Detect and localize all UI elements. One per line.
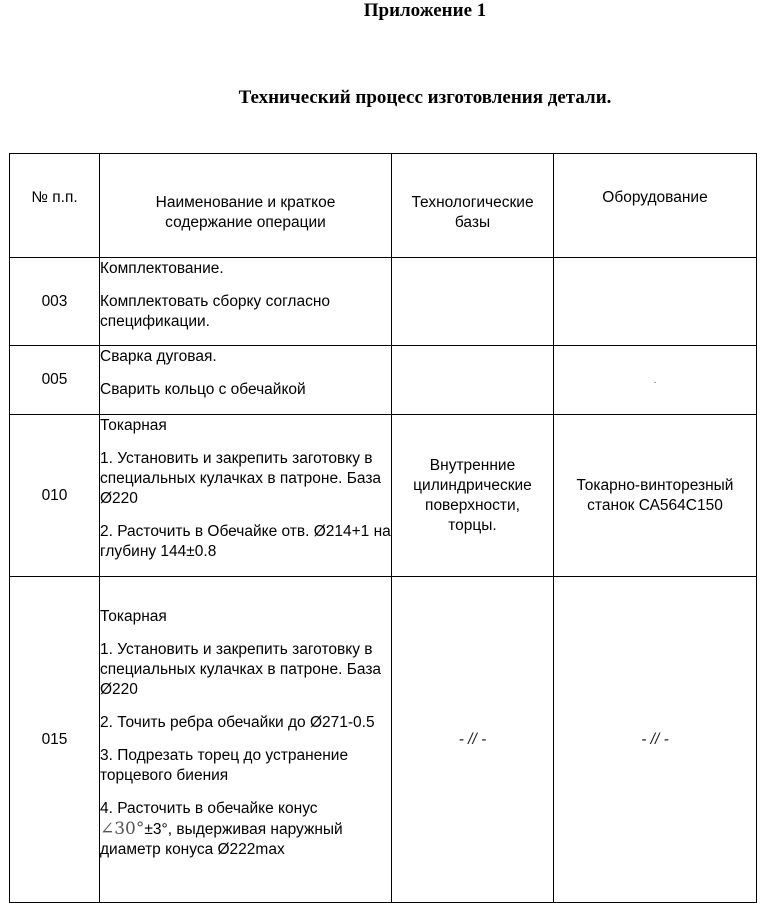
operation-step: 1. Установить и закрепить заготовку в специальных кулачках в патроне. База Ø220 <box>100 640 382 698</box>
row-number: 015 <box>10 577 100 903</box>
row-operation <box>100 415 392 577</box>
operation-name: Комплектование. <box>100 259 224 277</box>
row-number: 010 <box>10 415 100 577</box>
operation-step: Комплектовать сборку согласно спецификации. <box>100 292 331 330</box>
table-row <box>10 577 757 903</box>
row-bases <box>392 258 554 346</box>
operation-step: 1. Установить и закрепить заготовку в специальных кулачках в патроне. База Ø220 <box>100 450 382 507</box>
equipment-text: Токарно-винторезный станок СА564С150 <box>576 476 734 514</box>
header-operation-text: Наименование и краткое содержание операции <box>155 193 336 231</box>
row-equipment <box>554 258 757 346</box>
appendix-label: Приложение 1 <box>363 0 487 21</box>
table-header-row <box>10 154 757 258</box>
row-number: 005 <box>10 346 100 415</box>
table-row <box>10 346 757 415</box>
operation-step: 2. Точить ребра обечайки до Ø271-0.5 <box>100 713 375 731</box>
row-equipment <box>554 346 757 415</box>
row-bases: - // - <box>392 577 554 903</box>
table-row <box>10 415 757 577</box>
row-bases <box>392 415 554 577</box>
operation-name: Токарная <box>100 417 167 434</box>
operation-step: 3. Подрезать торец до устранение торцевого биения <box>100 746 349 784</box>
operation-step: Сварить кольцо с обечайкой <box>100 381 306 398</box>
operation-name: Сварка дуговая. <box>100 348 217 365</box>
header-bases <box>392 154 554 258</box>
header-number: № п.п. <box>10 154 100 258</box>
row-number: 003 <box>10 258 100 346</box>
document-title: Технический процесс изготовления детали. <box>238 87 612 108</box>
step4-suffix: ±3°, выдерживая наружный диаметр конуса Ø222max <box>100 820 343 858</box>
equipment-mark: . <box>653 375 657 386</box>
operation-name: Токарная <box>100 607 167 625</box>
row-operation <box>100 346 392 415</box>
header-operation <box>100 154 392 258</box>
step4-prefix: 4. Расточить в обечайке конус <box>100 799 318 817</box>
row-equipment <box>554 415 757 577</box>
header-bases-text: Технологические базы <box>411 193 534 231</box>
row-equipment: - // - <box>554 577 757 903</box>
operation-step-4 <box>100 799 391 860</box>
operation-step: 2. Расточить в Обечайке отв. Ø214+1 на глубину 144±0.8 <box>100 523 391 560</box>
row-operation <box>100 577 392 903</box>
table-row <box>10 258 757 346</box>
bases-text: Внутренние цилиндрические поверхности, торцы. <box>413 456 532 534</box>
row-operation <box>100 258 392 346</box>
header-equipment: Оборудование <box>554 154 757 258</box>
process-table <box>9 153 757 903</box>
row-bases <box>392 346 554 415</box>
angle-symbol: ∠30° <box>100 818 145 839</box>
